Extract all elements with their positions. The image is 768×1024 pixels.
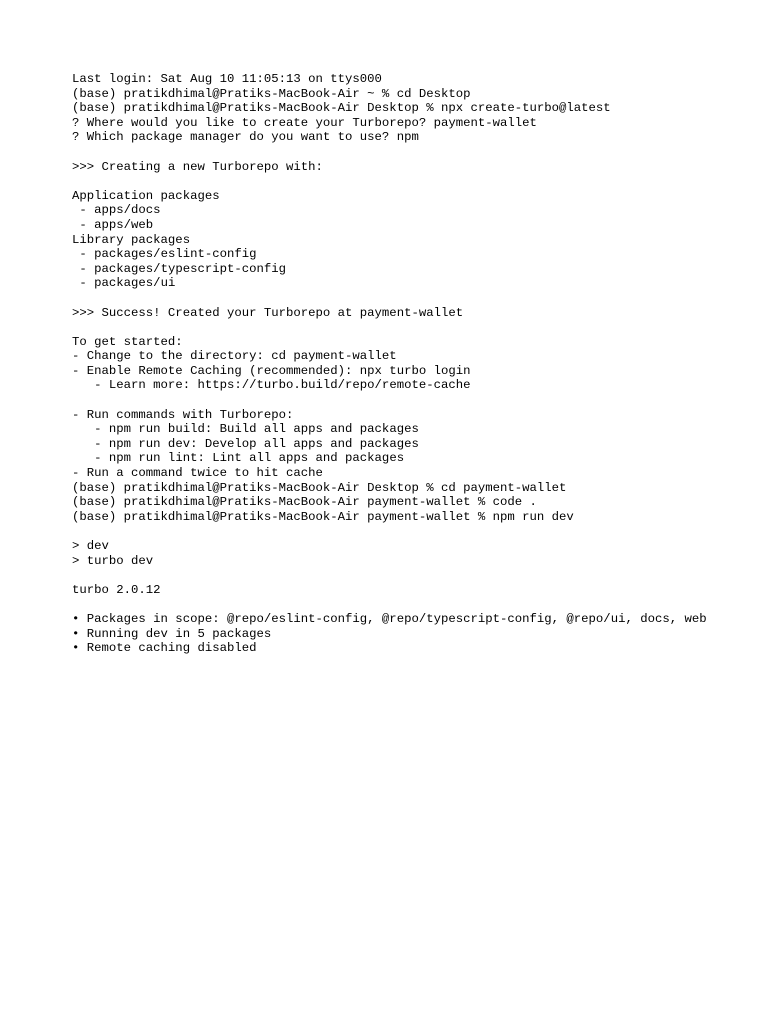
terminal-line: - Change to the directory: cd payment-wallet xyxy=(72,349,397,364)
terminal-line: - npm run build: Build all apps and packages xyxy=(72,422,419,437)
terminal-line: - apps/web xyxy=(72,217,154,232)
terminal-line: (base) pratikdhimal@Pratiks-MacBook-Air payment-wallet % npm run dev xyxy=(72,509,574,524)
terminal-line: >>> Success! Created your Turborepo at payment-wallet xyxy=(72,305,464,320)
terminal-line: - npm run dev: Develop all apps and packages xyxy=(72,436,419,451)
terminal-blank-line xyxy=(72,320,712,335)
terminal-line: ? Which package manager do you want to use? npm xyxy=(72,130,419,145)
terminal-blank-line xyxy=(72,291,712,306)
terminal-line: ? Where would you like to create your Turborepo? payment-wallet xyxy=(72,115,537,130)
terminal-line: - packages/eslint-config xyxy=(72,247,257,262)
terminal-line: • Remote caching disabled xyxy=(72,641,257,656)
terminal-line: (base) pratikdhimal@Pratiks-MacBook-Air Desktop % npx create-turbo@latest xyxy=(72,101,611,116)
terminal-line: - Run commands with Turborepo: xyxy=(72,407,294,422)
terminal-line: >>> Creating a new Turborepo with: xyxy=(72,159,323,174)
terminal-line: > turbo dev xyxy=(72,553,154,568)
terminal-line: - Learn more: https://turbo.build/repo/remote-cache xyxy=(72,378,471,393)
terminal-blank-line xyxy=(72,568,712,583)
terminal-line: - packages/typescript-config xyxy=(72,261,287,276)
terminal-line: - packages/ui xyxy=(72,276,176,291)
terminal-line: - npm run lint: Lint all apps and packages xyxy=(72,451,405,466)
terminal-line: Application packages xyxy=(72,188,220,203)
terminal-line: - Enable Remote Caching (recommended): npx turbo login xyxy=(72,363,471,378)
terminal-line: - Run a command twice to hit cache xyxy=(72,466,323,481)
terminal-line: turbo 2.0.12 xyxy=(72,582,161,597)
terminal-line: Last login: Sat Aug 10 11:05:13 on ttys000 xyxy=(72,72,382,86)
terminal-line: (base) pratikdhimal@Pratiks-MacBook-Air payment-wallet % code . xyxy=(72,495,537,510)
terminal-line: • Running dev in 5 packages xyxy=(72,626,272,641)
terminal-blank-line xyxy=(72,597,712,612)
terminal-line: (base) pratikdhimal@Pratiks-MacBook-Air Desktop % cd payment-wallet xyxy=(72,480,567,495)
terminal-line: > dev xyxy=(72,539,109,553)
terminal-line: To get started: xyxy=(72,334,183,349)
terminal-blank-line xyxy=(72,174,712,189)
terminal-output xyxy=(72,72,712,656)
terminal-line: Library packages xyxy=(72,232,191,247)
terminal-blank-line xyxy=(72,524,712,539)
terminal-line: (base) pratikdhimal@Pratiks-MacBook-Air ~ % cd Desktop xyxy=(72,86,471,101)
terminal-line: - apps/docs xyxy=(72,203,161,218)
terminal-line: • Packages in scope: @repo/eslint-config, @repo/typescript-config, @repo/ui, docs, web xyxy=(72,611,707,626)
terminal-blank-line xyxy=(72,393,712,408)
terminal-blank-line xyxy=(72,145,712,160)
